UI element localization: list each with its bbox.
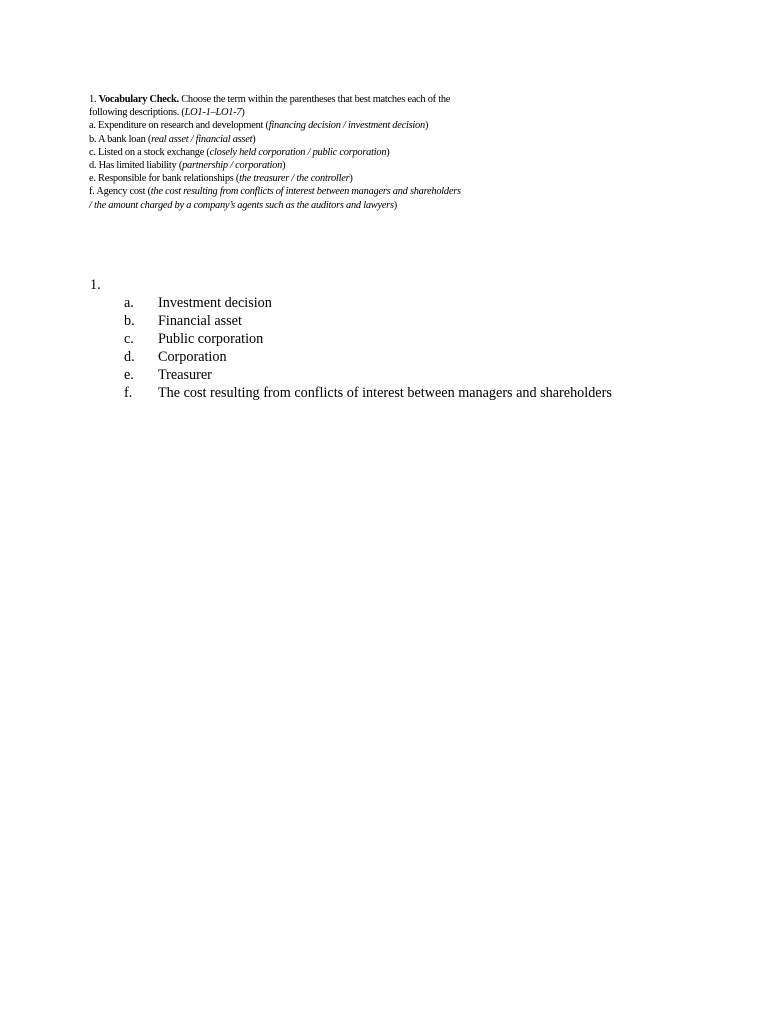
question-intro-text-2: following descriptions. (	[89, 107, 185, 119]
item-close: )	[393, 199, 397, 211]
item-close: )	[349, 173, 353, 185]
question-item-e	[89, 172, 549, 185]
item-close: )	[252, 133, 256, 145]
question-number: 1.	[89, 94, 99, 105]
item-options: closely held corporation / public corporation	[209, 146, 387, 158]
answer-item-d	[90, 348, 227, 366]
question-intro-line-1	[89, 93, 549, 106]
item-options: financing decision / investment decision	[268, 120, 425, 132]
answer-block	[90, 276, 612, 402]
question-intro-line-2	[89, 106, 549, 119]
answer-letter: e.	[124, 367, 134, 383]
answer-item-e	[90, 366, 212, 384]
answer-letter: b.	[124, 313, 135, 329]
answer-text: Corporation	[158, 349, 227, 365]
item-options: real asset / financial asset	[151, 133, 253, 145]
item-description: b. A bank loan (	[89, 133, 152, 145]
item-close: )	[424, 120, 429, 132]
answer-item-f	[90, 384, 612, 402]
answer-text: Investment decision	[158, 295, 272, 311]
item-description: a. Expenditure on research and development (	[89, 120, 269, 132]
answer-letter: d.	[124, 349, 135, 365]
item-description: e. Responsible for bank relationships (	[89, 173, 240, 185]
answer-item-c	[90, 330, 264, 348]
question-item-f-continued	[89, 199, 549, 212]
answer-text: Financial asset	[158, 313, 242, 329]
learning-objectives: LO1-1–LO1-7	[184, 107, 242, 119]
answer-item-a	[90, 294, 272, 312]
item-options-continued: / the amount charged by a company’s agents such as the auditors and lawyers	[89, 199, 394, 211]
question-intro-text: Choose the term within the parentheses that best matches each of the	[178, 94, 451, 105]
answer-item-b	[90, 312, 242, 330]
question-block	[89, 93, 549, 212]
question-item-a	[89, 119, 549, 132]
answer-letter: c.	[124, 331, 134, 347]
question-item-f	[89, 185, 549, 198]
item-description: c. Listed on a stock exchange (	[89, 146, 210, 158]
answer-text: Public corporation	[158, 331, 264, 347]
item-options: the treasurer / the controller	[239, 173, 350, 185]
item-close: )	[386, 146, 390, 158]
answer-text: Treasurer	[158, 367, 212, 383]
question-item-d	[89, 159, 549, 172]
question-title: Vocabulary Check.	[98, 94, 179, 105]
question-item-b	[89, 133, 549, 146]
question-intro-close: )	[241, 107, 245, 119]
answer-text: The cost resulting from conflicts of interest between managers and shareholders	[158, 385, 612, 401]
question-item-c	[89, 146, 549, 159]
answer-number: 1.	[90, 277, 101, 293]
item-options: the cost resulting from conflicts of interest between managers and shareholders	[150, 186, 461, 198]
item-description: d. Has limited liability (	[89, 160, 183, 172]
item-close: )	[282, 160, 286, 172]
item-description: f. Agency cost (	[89, 186, 151, 198]
item-options: partnership / corporation	[182, 160, 283, 172]
answer-letter: f.	[124, 385, 133, 401]
answer-letter: a.	[124, 295, 134, 311]
